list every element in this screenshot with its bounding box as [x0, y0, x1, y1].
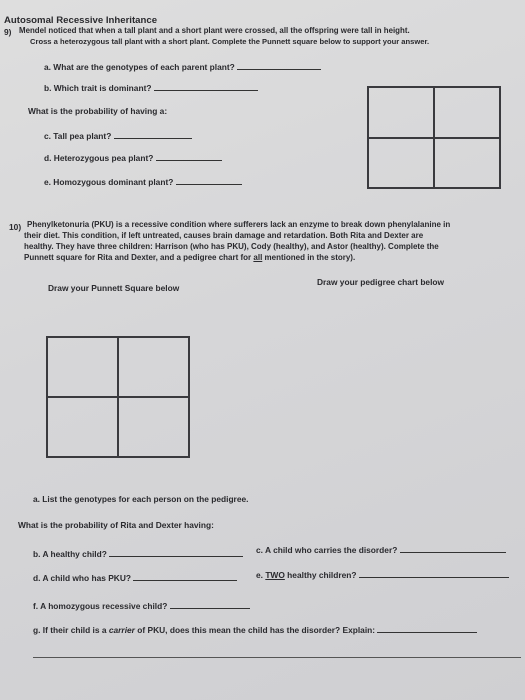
- q9-prob-heading: What is the probability of having a:: [28, 106, 168, 116]
- draw-punnett-label: Draw your Punnett Square below: [48, 283, 180, 293]
- q10-e-row: [256, 569, 509, 581]
- q10-e-post: healthy children?: [284, 570, 357, 580]
- q10-c-label: c. A child who carries the disorder?: [256, 545, 398, 555]
- q10-a-label: a. List the genotypes for each person on the pedigree.: [33, 494, 249, 504]
- punnett-divider-horizontal: [369, 137, 499, 139]
- q9-e-row: [44, 176, 242, 188]
- q10-e-pre: e.: [256, 570, 266, 580]
- q10-f-answer-line[interactable]: [170, 600, 250, 609]
- q10-f-row: [33, 600, 250, 612]
- q10-g-explain-line[interactable]: [33, 657, 521, 658]
- q10-g-answer-line[interactable]: [377, 624, 477, 633]
- pedigree-drawing-area[interactable]: [305, 290, 510, 460]
- q10-b-answer-line[interactable]: [109, 548, 243, 557]
- q10-line3: healthy. They have three children: Harrison (who has PKU), Cody (healthy), and Astor (healthy). Complete the: [24, 242, 439, 251]
- q10-e-two: TWO: [265, 570, 285, 580]
- q9-b-answer-line[interactable]: [154, 82, 258, 91]
- q9-prompt-line2: Cross a heterozygous tall plant with a short plant. Complete the Punnett square below to support your answer.: [30, 37, 430, 46]
- q10-line4: [24, 252, 355, 263]
- q9-prompt-line1: Mendel noticed that when a tall plant and a short plant were crossed, all the offspring were tall in height.: [19, 26, 410, 35]
- q9-d-answer-line[interactable]: [156, 152, 222, 161]
- q10-d-label: d. A child who has PKU?: [33, 573, 132, 583]
- q9-d-label: d. Heterozygous pea plant?: [44, 153, 154, 163]
- q10-f-label: f. A homozygous recessive child?: [33, 601, 168, 611]
- draw-pedigree-label: Draw your pedigree chart below: [317, 277, 445, 287]
- q9-e-answer-line[interactable]: [176, 176, 242, 185]
- q10-g-pre: g. If their child is a: [33, 625, 109, 635]
- q9-c-row: [44, 130, 192, 142]
- q10-e-answer-line[interactable]: [359, 569, 509, 578]
- q10-d-answer-line[interactable]: [133, 572, 237, 581]
- q9-a-answer-line[interactable]: [237, 61, 321, 70]
- q10-g-has: has: [269, 625, 285, 635]
- q10-d-row: [33, 572, 237, 584]
- q10-number: 10): [9, 222, 22, 232]
- q9-c-label: c. Tall pea plant?: [44, 131, 112, 141]
- q10-line1: Phenylketonuria (PKU) is a recessive condition where sufferers lack an enzyme to break down phenylalanine in: [27, 220, 451, 229]
- q9-c-answer-line[interactable]: [114, 130, 192, 139]
- q10-c-row: [256, 544, 506, 556]
- q10-g-post: the disorder? Explain:: [284, 625, 376, 635]
- q9-number: 9): [4, 27, 12, 37]
- q9-a-label: a. What are the genotypes of each parent plant?: [44, 62, 235, 72]
- worksheet-title: Autosomal Recessive Inheritance: [4, 15, 158, 26]
- q10-prob-heading: What is the probability of Rita and Dexter having:: [18, 520, 214, 530]
- q10-line4-all: all: [253, 253, 263, 262]
- q9-a-row: [44, 61, 321, 73]
- punnett-divider-horizontal: [48, 396, 188, 398]
- q10-punnett-square[interactable]: [46, 336, 190, 458]
- q9-punnett-square[interactable]: [367, 86, 501, 189]
- q10-g-mid: of PKU, does this mean the child: [134, 625, 270, 635]
- q10-line2: their diet. This condition, if left untreated, causes brain damage and retardation. Both Rita and Dexter are: [24, 231, 424, 240]
- q10-g-row: [33, 624, 477, 636]
- q10-b-row: [33, 548, 243, 560]
- q10-line4-post: mentioned in the story).: [262, 253, 356, 262]
- q9-d-row: [44, 152, 222, 164]
- q9-e-label: e. Homozygous dominant plant?: [44, 177, 174, 187]
- q9-b-row: [44, 82, 258, 94]
- q10-c-answer-line[interactable]: [400, 544, 506, 553]
- q10-line4-pre: Punnett square for Rita and Dexter, and a pedigree chart for: [24, 253, 254, 262]
- q10-g-carrier: carrier: [108, 625, 135, 635]
- q9-b-label: b. Which trait is dominant?: [44, 83, 152, 93]
- q10-b-label: b. A healthy child?: [33, 549, 107, 559]
